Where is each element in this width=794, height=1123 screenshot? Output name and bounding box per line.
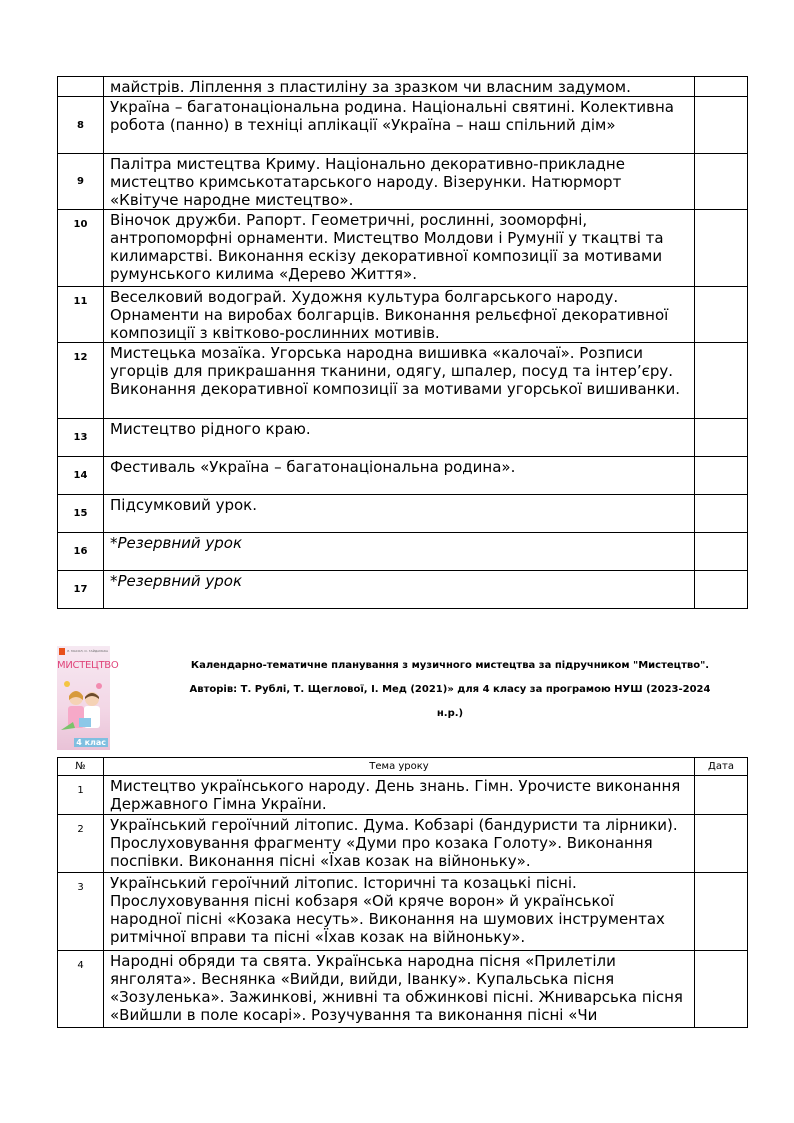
row-number: 8 [58,97,104,154]
header-number: № [58,758,104,776]
lesson-topic: Віночок дружби. Рапорт. Геометричні, рослинні, зооморфні, антропоморфні орнаменти. Мистецтво Молдови і Румунії у ткацтві та килимарстві. Виконання ескізу декоративної композиції за мотивами румунського килима «Дерево Життя». [104,210,695,287]
row-number: 15 [58,495,104,533]
row-number: 4 [58,951,104,1028]
lesson-topic: Підсумковий урок. [104,495,695,533]
caption-line: Календарно-тематичне планування з музичного мистецтва за підручником "Мистецтво". [190,660,710,671]
lesson-topic: *Резервний урок [104,571,695,609]
lesson-topic: майстрів. Ліплення з пластиліну за зразком чи власним задумом. [104,77,695,97]
header-topic: Тема уроку [104,758,695,776]
cover-title: МИСТЕЦТВО [57,660,119,671]
row-number: 16 [58,533,104,571]
children-illustration-icon [59,678,108,734]
date-cell[interactable] [695,154,748,210]
date-cell[interactable] [695,873,748,951]
table-row [58,571,748,609]
table-row [58,154,748,210]
row-number: 17 [58,571,104,609]
row-number: 11 [58,287,104,343]
date-cell[interactable] [695,419,748,457]
row-number: 2 [58,815,104,873]
lesson-topic: Мистецька мозаїка. Угорська народна вишивка «калочаї». Розписи угорців для прикрашання тканини, одягу, шпалер, посуд та інтер’єру. Виконання декоративної композиції за мотивами угорської вишиванки. [104,343,695,419]
table-row [58,419,748,457]
header-date: Дата [695,758,748,776]
row-number: 3 [58,873,104,951]
table-row [58,343,748,419]
row-number: 9 [58,154,104,210]
date-cell[interactable] [695,776,748,815]
lesson-topic: Український героїчний літопис. Історичні та козацькі пісні. Прослуховування пісні кобзаря «Ой кряче ворон» й української народної пісні «Козака несуть». Виконання на шумових інструментах ритмічної вправи та пісні «Їхав козак на війноньку». [104,873,695,951]
date-cell[interactable] [695,210,748,287]
table-row [58,97,748,154]
row-number: 14 [58,457,104,495]
lesson-topic: Мистецтво українського народу. День знань. Гімн. Урочисте виконання Державного Гімна України. [104,776,695,815]
date-cell[interactable] [695,287,748,343]
row-number: 12 [58,343,104,419]
date-cell[interactable] [695,495,748,533]
row-number: 13 [58,419,104,457]
cover-grade-badge: 4 клас [76,738,106,747]
caption-line: Авторів: Т. Рублі, Т. Щеглової, І. Мед (2021)» для 4 класу за програмою НУШ (2023-2024 [189,684,711,695]
date-cell[interactable] [695,533,748,571]
caption-line: н.р.) [436,708,464,719]
lesson-topic: Мистецтво рідного краю. [104,419,695,457]
lesson-topic: Народні обряди та свята. Українська народна пісня «Прилетіли янголята». Веснянка «Вийди, вийди, Іванку». Купальська пісня «Зозуленька». Зажинкові, жнивні та обжинкові пісні. Жниварська пісня «Вийшли в поле косарі». Розучування та виконання пісні «Чи [104,951,695,1028]
lesson-table-art [57,76,748,609]
table-row [58,457,748,495]
lesson-table-music [57,757,748,1028]
table-row [58,776,748,815]
date-cell[interactable] [695,97,748,154]
date-cell[interactable] [695,343,748,419]
date-cell[interactable] [695,571,748,609]
cover-authors: Л. МАСОЛ, О. ГАЙДАМАКА [67,649,109,653]
table-row [58,533,748,571]
lesson-topic: Україна – багатонаціональна родина. Національні святині. Колективна робота (панно) в техніці аплікації «Україна – наш спільний дім» [104,97,695,154]
lesson-topic: *Резервний урок [104,533,695,571]
date-cell[interactable] [695,457,748,495]
planning-caption [150,654,750,726]
date-cell[interactable] [695,77,748,97]
row-number: 10 [58,210,104,287]
lesson-topic: Палітра мистецтва Криму. Національно декоративно-прикладне мистецтво кримськотатарського народу. Візерунки. Натюрморт «Квітуче народне мистецтво». [104,154,695,210]
date-cell[interactable] [695,815,748,873]
table-row [58,815,748,873]
lesson-topic: Веселковий водограй. Художня культура болгарського народу. Орнаменти на виробах болгарців. Виконання рельєфної декоративної композиції з квітково-рослинних мотивів. [104,287,695,343]
table-row [58,77,748,97]
textbook-cover-image [57,646,119,750]
table-row [58,210,748,287]
table-header-row [58,758,748,776]
row-number [58,77,104,97]
table-row [58,287,748,343]
row-number: 1 [58,776,104,815]
lesson-topic: Фестиваль «Україна – багатонаціональна родина». [104,457,695,495]
publisher-logo-icon [59,648,65,655]
table-row [58,951,748,1028]
table-row [58,495,748,533]
date-cell[interactable] [695,951,748,1028]
table-row [58,873,748,951]
lesson-topic: Український героїчний літопис. Дума. Кобзарі (бандуристи та лірники). Прослуховування фрагменту «Думи про козака Голоту». Виконання поспівки. Виконання пісні «Їхав козак на війноньку». [104,815,695,873]
